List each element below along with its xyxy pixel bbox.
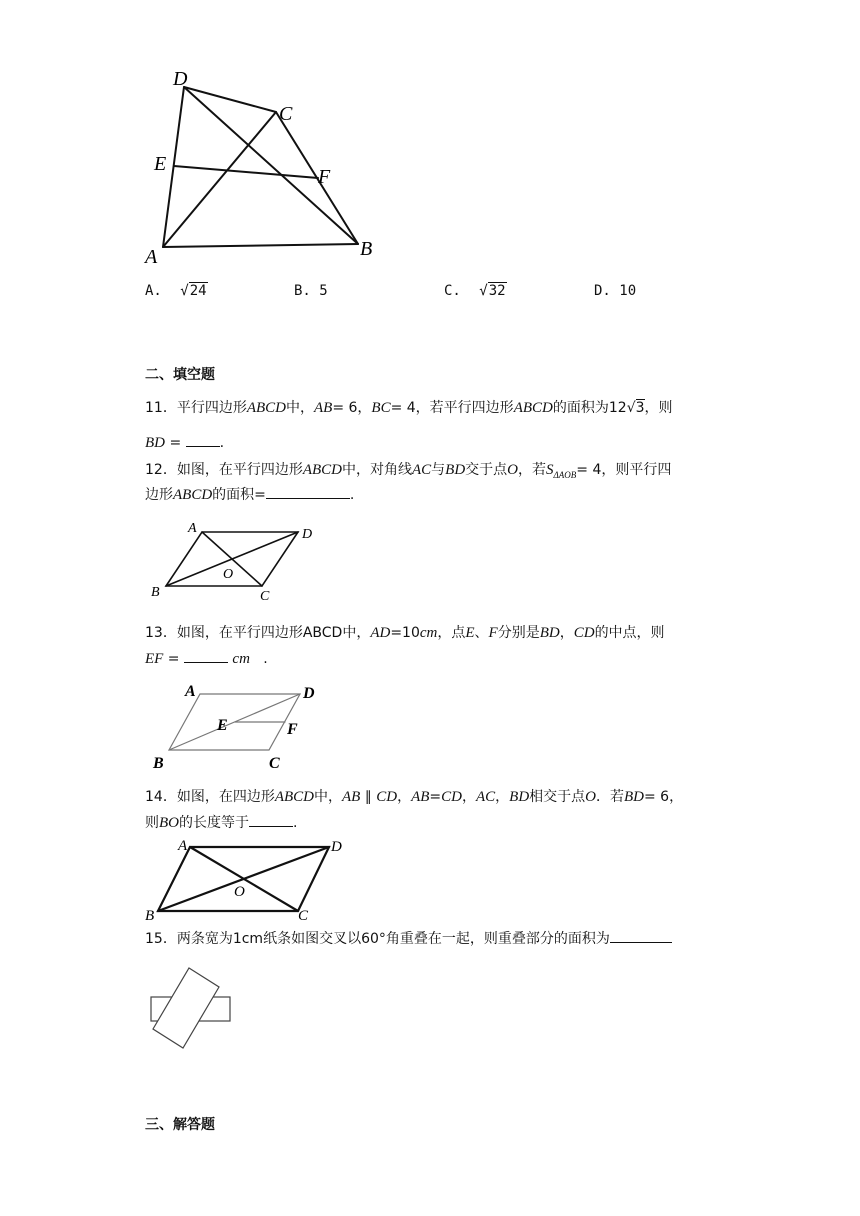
q13-label-d: D xyxy=(303,685,315,702)
q13-label-f: F xyxy=(287,721,298,738)
q12-label-c: C xyxy=(260,589,270,604)
figure-q14-quadrilateral xyxy=(143,836,353,924)
label-b: B xyxy=(360,238,373,260)
question-15: 15．两条宽为1cm纸条如图交叉以60°角重叠在一起，则重叠部分的面积为 xyxy=(145,928,672,950)
label-f: F xyxy=(318,166,331,188)
q14-label-a: A xyxy=(178,838,188,854)
answer-blank-13[interactable] xyxy=(184,650,228,663)
figure-q15-paper-strips xyxy=(145,962,245,1054)
option-a: A. √24 xyxy=(145,283,207,299)
q12-label-a: A xyxy=(188,521,197,536)
label-c: C xyxy=(279,103,293,125)
q14-label-c: C xyxy=(298,908,309,924)
label-a: A xyxy=(145,246,158,268)
option-d: D. 10 xyxy=(594,283,637,299)
figure-q13-parallelogram xyxy=(145,682,335,774)
question-14-line2: 则BO的长度等于 . xyxy=(145,815,298,831)
q13-label-a: A xyxy=(185,683,196,700)
answer-blank-12[interactable] xyxy=(266,486,350,499)
section-fill-in-title: 二、填空题 xyxy=(145,367,215,383)
q12-label-b: B xyxy=(151,585,160,600)
question-14-line1: 14．如图，在四边形ABCD中，AB ∥ CD，AB=CD，AC，BD相交于点O．若BD= 6， xyxy=(145,789,684,805)
question-13-line1: 13．如图，在平行四边形ABCD中，AD=10cm，点E、F分别是BD，CD的中点，则 xyxy=(145,625,665,641)
label-d: D xyxy=(173,68,188,90)
section-solve-title: 三、解答题 xyxy=(145,1117,215,1133)
q14-label-o: O xyxy=(234,884,245,900)
figure-q12-parallelogram xyxy=(145,518,325,603)
q14-label-d: D xyxy=(331,839,342,855)
question-11-line1: 11．平行四边形ABCD中，AB= 6，BC= 4，若平行四边形ABCD的面积为12√3，则 xyxy=(145,400,673,416)
q13-label-b: B xyxy=(153,755,164,772)
q12-label-o: O xyxy=(223,567,234,582)
option-c: C. √32 xyxy=(444,283,506,299)
question-13-line2: EF = cm . xyxy=(145,651,268,667)
q13-label-c: C xyxy=(269,755,280,772)
option-b: B. 5 xyxy=(294,283,328,299)
answer-blank-15[interactable] xyxy=(610,930,672,943)
question-12-line2: 边形ABCD的面积= . xyxy=(145,487,355,503)
q12-label-d: D xyxy=(302,527,313,542)
answer-blank-11[interactable] xyxy=(186,434,220,447)
label-e: E xyxy=(154,153,167,175)
q14-label-b: B xyxy=(145,908,155,924)
q13-label-e: E xyxy=(217,717,228,734)
answer-blank-14[interactable] xyxy=(249,814,293,827)
question-11-line2: BD = . xyxy=(145,435,225,451)
figure-quadrilateral xyxy=(140,60,390,270)
question-12-line1: 12．如图，在平行四边形ABCD中，对角线AC与BD交于点O，若$S_{\Delta AOB}= 4$，则平行四 xyxy=(145,462,672,480)
